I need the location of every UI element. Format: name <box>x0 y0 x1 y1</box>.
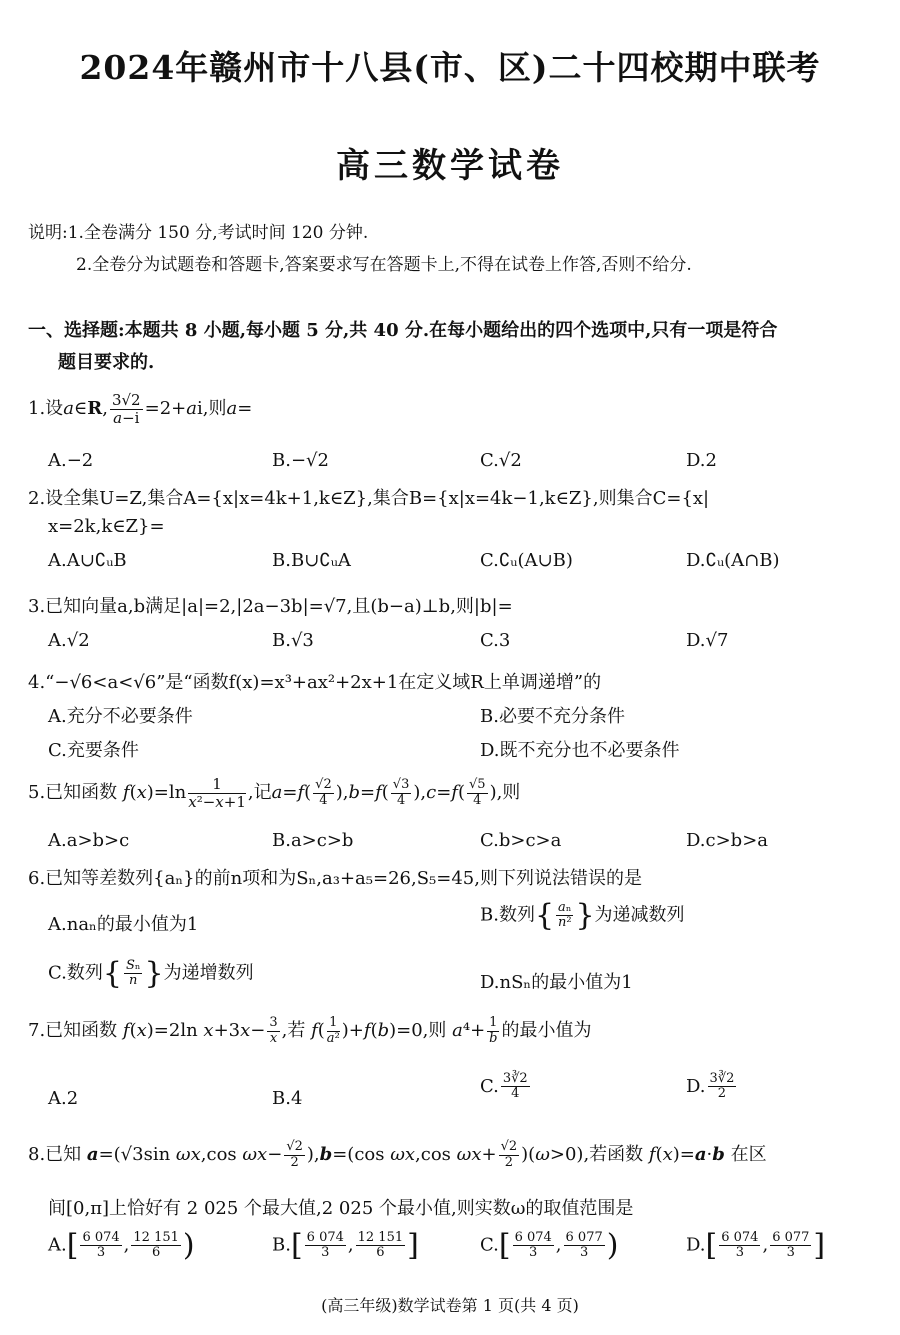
q7-option-a: A.2 <box>48 1088 79 1109</box>
q2-option-a: A.A∪∁ᵤB <box>48 550 127 571</box>
page-footer: (高三年级)数学试卷第 1 页(共 4 页) <box>321 1296 579 1315</box>
q4-option-b: B.必要不充分条件 <box>480 706 625 727</box>
q4-option-c: C.充要条件 <box>48 740 139 761</box>
question-3: 3.已知向量a,b满足|a|=2,|2a−3b|=√7,且(b−a)⊥b,则|b|= <box>28 596 513 617</box>
q2-option-c: C.∁ᵤ(A∪B) <box>480 550 573 571</box>
q8-option-b: B.[ $\frac{6 074}{3}$ , $\frac{12 151}{6}$ ] <box>272 1228 419 1263</box>
q5-option-a: A.a>b>c <box>48 830 130 851</box>
q6-option-a: A.naₙ的最小值为1 <box>48 914 199 935</box>
q6-option-b: B.数列{ $\frac{\text{aₙ}}{\text{n²}}$ }为递减数列 <box>480 898 685 933</box>
q1-option-a: A.−2 <box>48 450 94 471</box>
question-4: 4.“−√6<a<√6”是“函数f(x)=x³+ax²+2x+1在定义域R上单调递增”的 <box>28 672 602 693</box>
question-8-line-1: 8.已知 a=(√3sin ωx,cos ωx− $\frac{√2}{2}$ ),b=(cos ωx,cos ωx+ $\frac{√2}{2}$ )(ω>0),若函数 f(x)=a·b 在区 <box>28 1139 767 1170</box>
q1-option-c: C.√2 <box>480 450 522 471</box>
q2-option-b: B.B∪∁ᵤA <box>272 550 351 571</box>
q8-option-a: A.[ $\frac{6 074}{3}$ , $\frac{12 151}{6}$ ) <box>48 1228 195 1263</box>
q7-option-c: C. $\frac{3∛2}{4}$ <box>480 1071 528 1102</box>
q8-option-c: C.[ $\frac{6 074}{3}$ , $\frac{6 077}{3}$ ) <box>480 1228 619 1263</box>
q6-option-c: C.数列{ $\frac{\text{Sₙ}}{n}$ }为递增数列 <box>48 956 254 991</box>
question-7: 7.已知函数 f(x)=2ln x+3x− $\frac{3}{x}$ ,若 f( $\frac{1}{\text{a²}}$ )+f(b)=0,则 a⁴+ $\frac{1}{b}$ 的最小值为 <box>28 1015 592 1046</box>
q3-option-c: C.3 <box>480 630 511 651</box>
question-6: 6.已知等差数列{aₙ}的前n项和为Sₙ,a₃+a₅=26,S₅=45,则下列说法错误的是 <box>28 868 642 889</box>
question-8-line-2: 间[0,π]上恰好有 2 025 个最大值,2 025 个最小值,则实数ω的取值范围是 <box>48 1198 634 1219</box>
question-1: 1.设a∈R, $\frac{3√2}{a-i}$ =2+ai,则a= <box>28 391 253 427</box>
instruction-line-2: 2.全卷分为试题卷和答题卡,答案要求写在答题卡上,不得在试卷上作答,否则不给分. <box>76 255 692 275</box>
question-2-line-1: 2.设全集U=Z,集合A={x|x=4k+1,k∈Z},集合B={x|x=4k−1,k∈Z},则集合C={x| <box>28 488 710 509</box>
q1-option-d: D.2 <box>686 450 717 471</box>
q5-option-d: D.c>b>a <box>686 830 769 851</box>
q1-option-b: B.−√2 <box>272 450 329 471</box>
q3-option-a: A.√2 <box>48 630 90 651</box>
q3-option-d: D.√7 <box>686 630 729 651</box>
question-2-line-2: x=2k,k∈Z}= <box>48 516 165 537</box>
section-heading: 一、选择题:本题共 8 小题,每小题 5 分,共 40 分.在每小题给出的四个选项中,只有一项是符合 <box>28 320 778 341</box>
exam-subtitle: 高三数学试卷 <box>336 146 564 186</box>
q5-fraction: $\frac{1}{\text{x²−x+1}}$ <box>188 775 246 811</box>
q1-fraction: $\frac{3√2}{a-i}$ <box>111 391 141 427</box>
q1-lead: 1.设a∈R, <box>28 398 108 419</box>
q6-option-d: D.nSₙ的最小值为1 <box>480 972 633 993</box>
section-heading-cont: 题目要求的. <box>58 352 155 373</box>
q7-option-d: D. $\frac{3∛2}{2}$ <box>686 1071 735 1102</box>
q4-option-a: A.充分不必要条件 <box>48 706 193 727</box>
q4-option-d: D.既不充分也不必要条件 <box>480 740 680 761</box>
question-5: 5.已知函数 f(x)=ln $\frac{1}{\text{x²−x+1}}$ ,记a=f( $\frac{√2}{4}$ ),b=f( $\frac{√3}{4}$ ),c=f( $\frac{√5}{4}$ ),则 <box>28 775 521 811</box>
q8-option-d: D.[ $\frac{6 074}{3}$ , $\frac{6 077}{3}$ ] <box>686 1228 826 1263</box>
exam-title: 2024年赣州市十八县(市、区)二十四校期中联考 <box>79 48 821 87</box>
q5-option-b: B.a>c>b <box>272 830 354 851</box>
instruction-line-1: 说明:1.全卷满分 150 分,考试时间 120 分钟. <box>28 223 369 243</box>
q7-option-b: B.4 <box>272 1088 303 1109</box>
q2-option-d: D.∁ᵤ(A∩B) <box>686 550 780 571</box>
q5-option-c: C.b>c>a <box>480 830 562 851</box>
q3-option-b: B.√3 <box>272 630 314 651</box>
